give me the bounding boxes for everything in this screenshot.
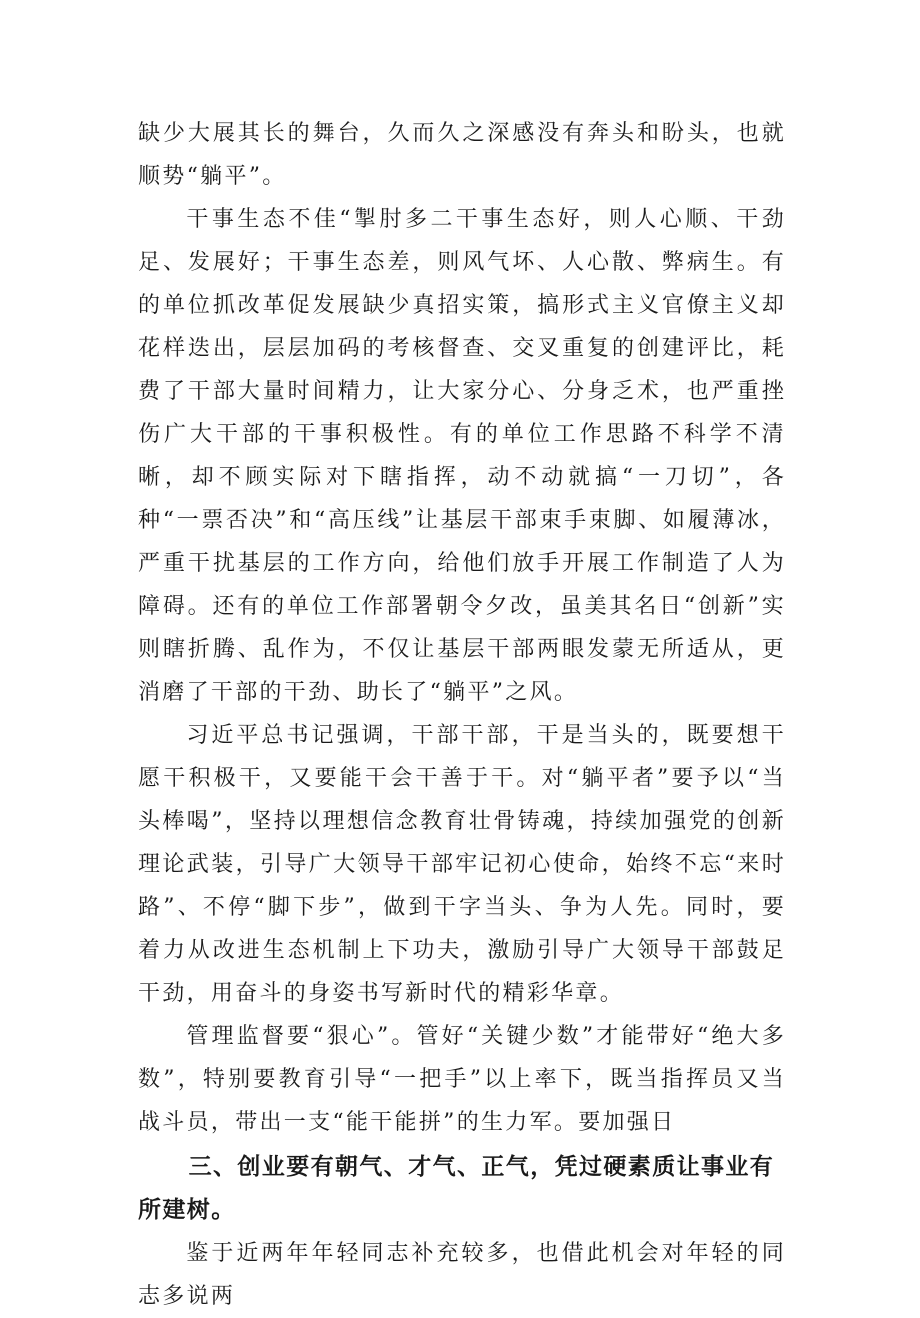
paragraph-1: 缺少大展其长的舞台，久而久之深感没有奔头和盼头，也就顺势“躺平”。 (138, 121, 786, 189)
paragraph-4: 管理监督要“狠心”。管好“关键少数”才能带好“绝大多数”，特别要教育引导“一把手”以上率下，既当指挥员又当战斗员，带出一支“能干能拼”的生力军。要加强日 (138, 1024, 786, 1135)
paragraph-2: 干事生态不佳“掣肘多二干事生态好，则人心顺、干劲足、发展好；干事生态差，则风气坏、人心散、弊病生。有的单位抓改革促发展缺少真招实策，搞形式主义官僚主义却花样迭出，层层加码的考核督查、交叉重复的创建评比，耗费了干部大量时间精力，让大家分心、分身乏术，也严重挫伤广大干部的干事积极性。有的单位工作思路不科学不清晰，却不顾实际对下瞎指挥，动不动就搞“一刀切”，各种“一票否决”和“高压线”让基层干部束手束脚、如履薄冰，严重干扰基层的工作方向，给他们放手开展工作制造了人为障碍。还有的单位工作部署朝令夕改，虽美其名日“创新”实则瞎折腾、乱作为，不仅让基层干部两眼发蒙无所适从，更消磨了干部的干劲、助长了“躺平”之风。 (138, 207, 786, 705)
paragraph-3: 习近平总书记强调，干部干部，干是当头的，既要想干愿干积极干，又要能干会干善于干。对“躺平者”要予以“当头棒喝”，坚持以理想信念教育壮骨铸魂，持续加强党的创新理论武装，引导广大领导干部牢记初心使命，始终不忘“来时路”、不停“脚下步”，做到干字当头、争为人先。同时，要着力从改进生态机制上下功夫，激励引导广大领导干部鼓足干劲，用奋斗的身姿书写新时代的精彩华章。 (138, 723, 786, 1006)
paragraph-5: 鉴于近两年年轻同志补充较多，也借此机会对年轻的同志多说两 (138, 1241, 786, 1309)
document-page (138, 112, 786, 1318)
section-heading: 三、创业要有朝气、才气、正气，凭过硬素质让事业有所建树。 (138, 1154, 775, 1223)
